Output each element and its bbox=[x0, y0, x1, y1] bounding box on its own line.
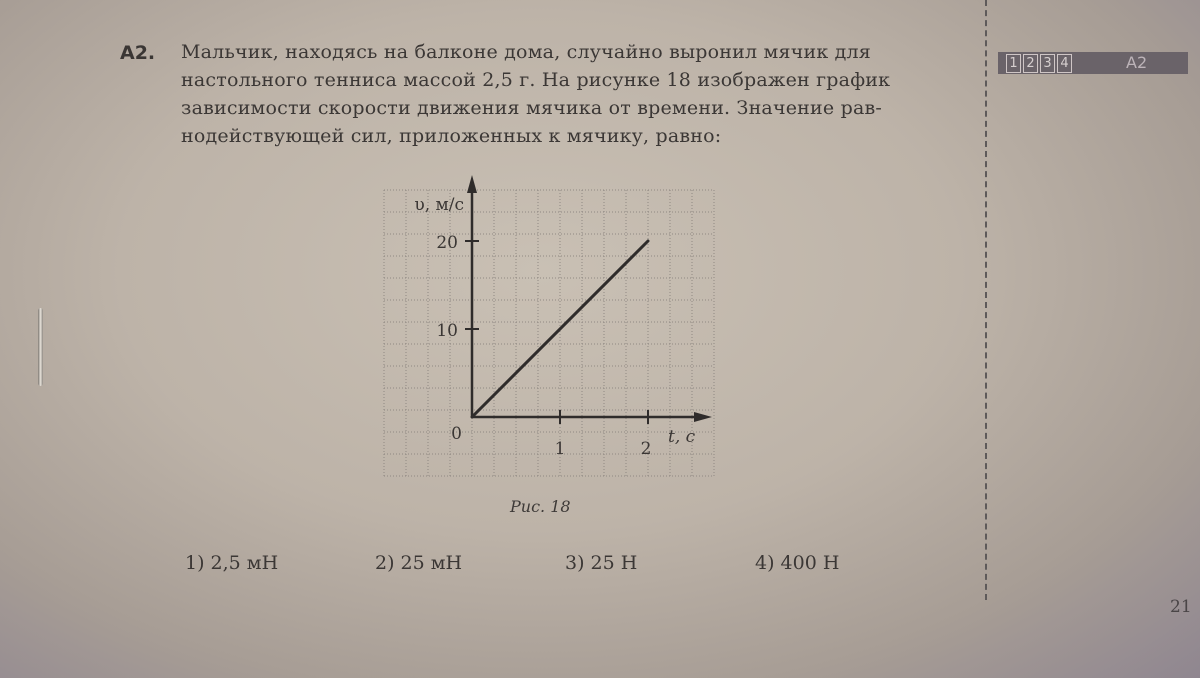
answer-option-4[interactable]: 4) 400 Н bbox=[755, 552, 840, 574]
question-line: нодействующей сил, приложенных к мячику, равно: bbox=[181, 125, 722, 147]
answer-cell[interactable]: 2 bbox=[1023, 54, 1038, 73]
answer-option-3[interactable]: 3) 25 Н bbox=[565, 552, 638, 574]
question-line: Мальчик, находясь на балконе дома, случайно выронил мячик для bbox=[181, 41, 871, 63]
y-tick-label: 20 bbox=[436, 233, 458, 253]
question-line: зависимости скорости движения мячика от времени. Значение рав- bbox=[181, 97, 882, 119]
question-line: настольного тенниса массой 2,5 г. На рисунке 18 изображен график bbox=[181, 69, 891, 91]
answer-option-1[interactable]: 1) 2,5 мН bbox=[185, 552, 279, 574]
answer-cell[interactable]: 4 bbox=[1057, 54, 1072, 73]
answer-box-label: А2 bbox=[1126, 53, 1148, 72]
x-tick-label: 2 bbox=[640, 439, 652, 459]
chart-series bbox=[472, 241, 648, 417]
answer-cell[interactable]: 1 bbox=[1006, 54, 1021, 73]
y-axis-arrow bbox=[467, 175, 477, 193]
x-axis-label: t, c bbox=[668, 427, 696, 447]
series-line bbox=[472, 241, 648, 417]
page-number: 21 bbox=[1170, 597, 1192, 617]
answer-option-2[interactable]: 2) 25 мН bbox=[375, 552, 463, 574]
x-axis-arrow bbox=[694, 412, 712, 422]
answer-cell[interactable]: 3 bbox=[1040, 54, 1055, 73]
chart-grid bbox=[384, 190, 714, 476]
origin-label: 0 bbox=[451, 424, 462, 444]
chart-labels bbox=[414, 195, 695, 459]
x-tick-label: 1 bbox=[554, 439, 566, 459]
y-axis-label: υ, м/с bbox=[414, 195, 464, 215]
y-tick-label: 10 bbox=[436, 321, 458, 341]
question-number: А2. bbox=[120, 42, 156, 64]
figure-caption: Рис. 18 bbox=[510, 497, 571, 516]
